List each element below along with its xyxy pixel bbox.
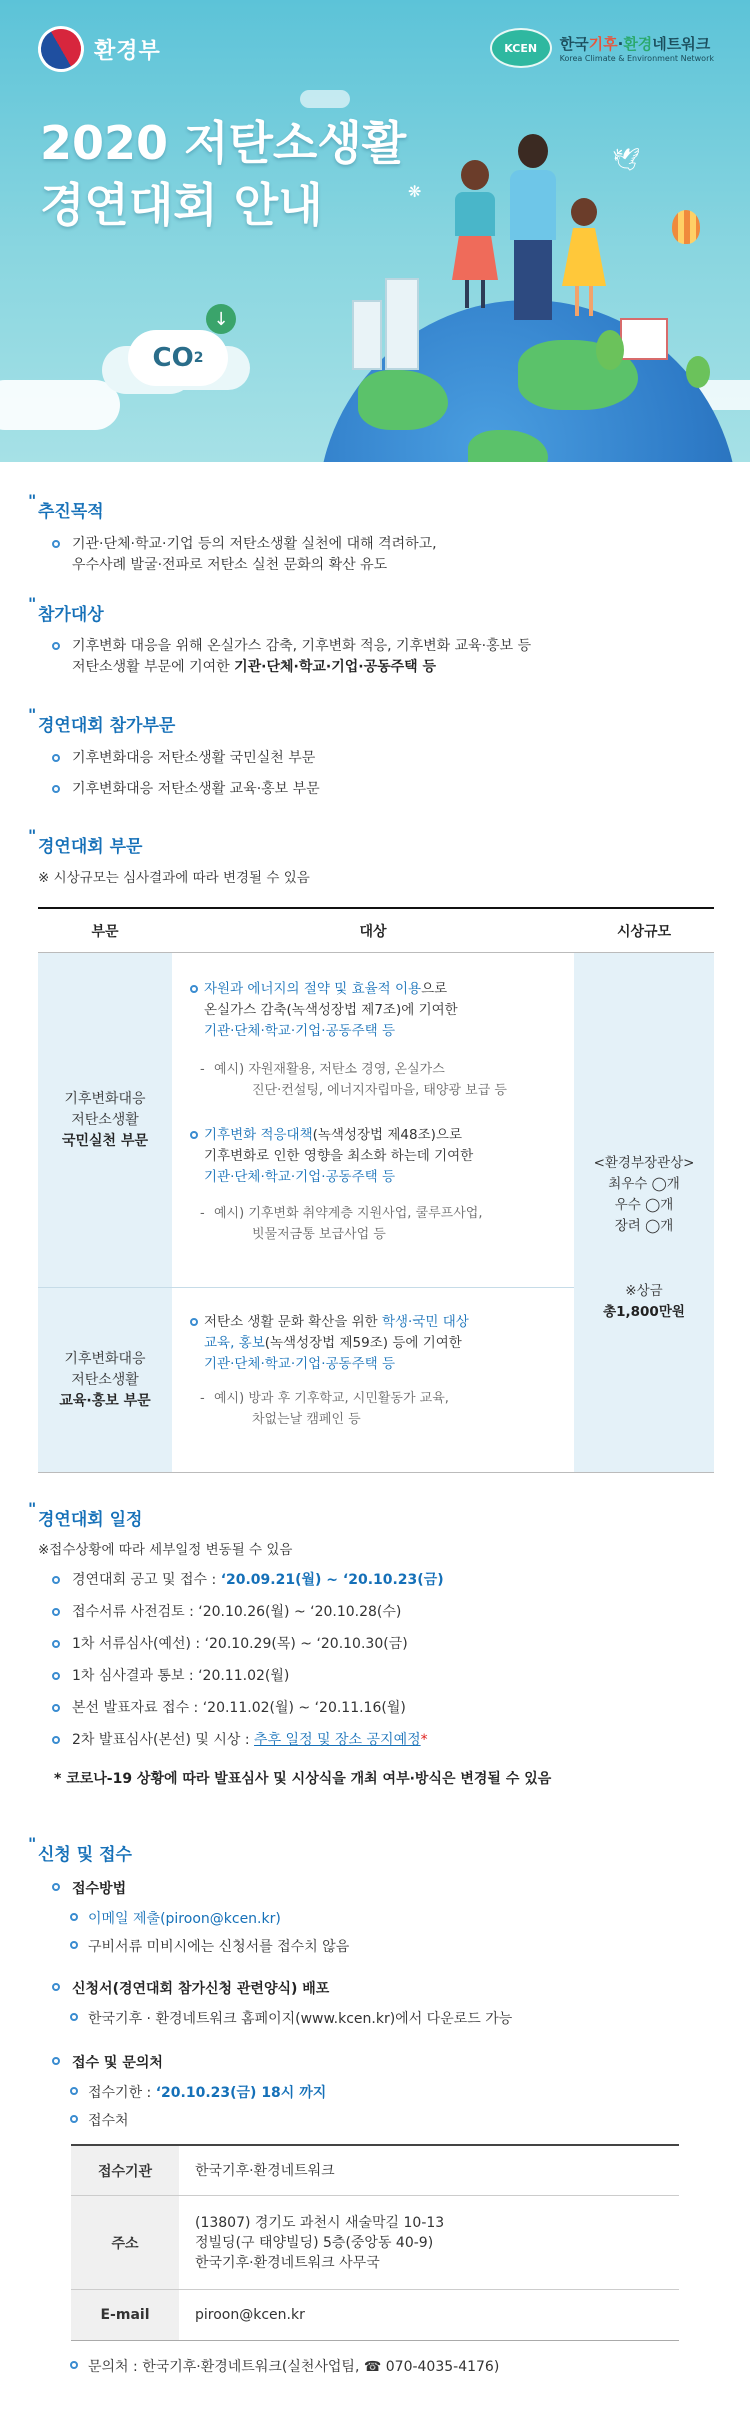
- bullet-icon: [52, 642, 60, 650]
- row-target-public-practice: 자원과 에너지의 절약 및 효율적 이용으로 온실가스 감축(녹색성장법 제7조)에 기여한 기관·단체·학교·기업·공동주택 등 - 예시) 자원재활용, 저탄소 경영, 온실가스 진단·컨설팅, 에너지자립마을, 태양광 보급 등 기후변화 적응대책(녹색성장법 제48조)으로 기후변화로 인한 영향을 최소화 하는데 기여한 기관·단체·학교·기업·공동주택 등 - 예시) 기후변화 취약계층 지원사업, 쿨루프사업, 빗물저금통 보급사업 등: [172, 953, 574, 1288]
- partner-logo: [490, 28, 714, 68]
- table-row: E-mail piroon@kcen.kr: [71, 2290, 679, 2340]
- contact-table: [71, 2144, 679, 2341]
- hero-banner: [0, 0, 750, 462]
- schedule-item: 2차 발표심사(본선) 및 시상 : 추후 일정 및 장소 공지예정*: [52, 1730, 428, 1751]
- hot-air-balloon-icon: [672, 210, 700, 244]
- table-row: 접수기관 한국기후·환경네트워크: [71, 2146, 679, 2196]
- bullet-icon: [52, 540, 60, 548]
- bullet-icon: [52, 1704, 60, 1712]
- col-header-prize: 시상규모: [616, 923, 672, 940]
- schedule-item: 1차 심사결과 통보 : ‘20.11.02(월): [52, 1666, 289, 1687]
- partner-name: 한국기후·환경네트워크: [559, 35, 711, 53]
- bullet-icon: [70, 2361, 78, 2369]
- bird-icon: ❋: [408, 182, 422, 201]
- section-heading-categories: " 경연대회 참가부문: [38, 711, 175, 736]
- schedule-item: 접수서류 사전검토 : ‘20.10.26(월) ~ ‘20.10.28(수): [52, 1602, 401, 1623]
- prize-cell: <환경부장관상> 최우수 ◯개 우수 ◯개 장려 ◯개 ※상금 총1,800만원: [574, 953, 714, 1472]
- form-item: 한국기후 · 환경네트워크 홈페이지(www.kcen.kr)에서 다운로드 가능: [70, 2008, 512, 2028]
- row-target-education: 저탄소 생활 문화 확산을 위한 학생·국민 대상 교육, 홍보(녹색성장법 제59조) 등에 기여한 기관·단체·학교·기업·공동주택 등 - 예시) 방과 후 기후학교, 시민활동가 교육, 차없는날 캠페인 등: [172, 1288, 574, 1472]
- ministry-name: 환경부: [94, 38, 161, 64]
- schedule-item: 본선 발표자료 접수 : ‘20.11.02(월) ~ ‘20.11.16(월): [52, 1698, 406, 1719]
- covid-warning: * 코로나-19 상황에 따라 발표심사 및 시상식을 개최 여부·방식은 변경될 수 있음: [54, 1771, 552, 1787]
- father-figure: [508, 134, 558, 334]
- child-figure: [562, 198, 606, 328]
- tree-icon: [686, 356, 710, 388]
- subheading-form: 신청서(경연대회 참가신청 관련양식) 배포: [52, 1978, 329, 1998]
- arrow-down-icon: ↓: [206, 304, 236, 334]
- ministry-logo: [38, 26, 161, 72]
- page-title: 2020 저탄소생활 경연대회 안내: [40, 116, 407, 232]
- bullet-icon: [52, 1983, 60, 1991]
- bullet-icon: [70, 1913, 78, 1921]
- category-item: 기후변화대응 저탄소생활 국민실천 부문: [52, 748, 315, 769]
- bullet-icon: [70, 2115, 78, 2123]
- subheading-contact: 접수 및 문의처: [52, 2052, 163, 2072]
- office-item: 접수처: [70, 2110, 129, 2130]
- bullet-icon: [52, 1672, 60, 1680]
- section-heading-apply: " 신청 및 접수: [38, 1840, 132, 1865]
- bird-icon: 🕊: [612, 148, 640, 173]
- kcen-emblem-icon: KCEN: [490, 28, 552, 68]
- bullet-icon: [190, 985, 198, 993]
- continent-shape: [358, 370, 448, 430]
- bullet-icon: [52, 1640, 60, 1648]
- table-row: 주소 (13807) 경기도 과천시 새술막길 10-13 정빌딩(구 태양빌딩) 5층(중앙동 40-9) 한국기후·환경네트워크 사무국: [71, 2196, 679, 2290]
- bullet-icon: [52, 2057, 60, 2065]
- building-icon: [352, 300, 382, 370]
- method-item: 이메일 제출(piroon@kcen.kr): [70, 1908, 281, 1928]
- col-header-division: 부문: [91, 923, 119, 940]
- cloud-icon: [0, 380, 120, 430]
- division-note: ※ 시상규모는 심사결과에 따라 변경될 수 있음: [38, 870, 310, 886]
- subheading-method: 접수방법: [52, 1878, 126, 1898]
- cloud-icon: [300, 90, 350, 108]
- bullet-icon: [70, 2013, 78, 2021]
- category-item: 기후변화대응 저탄소생활 교육·홍보 부문: [52, 779, 320, 800]
- col-header-target: 대상: [359, 923, 387, 940]
- division-table: [38, 907, 714, 1473]
- method-item: 구비서류 미비시에는 신청서를 접수치 않음: [70, 1936, 349, 1956]
- taeguk-emblem-icon: [30, 18, 93, 81]
- bullet-icon: [190, 1131, 198, 1139]
- bullet-icon: [70, 2087, 78, 2095]
- purpose-item: 기관·단체·학교·기업 등의 저탄소생활 실천에 대해 격려하고, 우수사례 발굴·전파로 저탄소 실천 문화의 확산 유도: [52, 534, 437, 576]
- row-label-education: 기후변화대응 저탄소생활 교육·홍보 부문: [38, 1288, 172, 1472]
- bullet-icon: [52, 1576, 60, 1584]
- email-link[interactable]: piroon@kcen.kr: [195, 2307, 305, 2323]
- mother-figure: [452, 160, 498, 310]
- bullet-icon: [70, 1941, 78, 1949]
- bullet-icon: [52, 1608, 60, 1616]
- partner-subtitle: Korea Climate & Environment Network: [559, 54, 714, 63]
- bullet-icon: [52, 1736, 60, 1744]
- schedule-note: ※접수상황에 따라 세부일정 변동될 수 있음: [38, 1542, 293, 1558]
- schedule-item: 1차 서류심사(예선) : ‘20.10.29(목) ~ ‘20.10.30(금): [52, 1634, 408, 1655]
- bullet-icon: [52, 785, 60, 793]
- co2-cloud: CO 2: [128, 330, 228, 386]
- target-item: 기후변화 대응을 위해 온실가스 감축, 기후변화 적응, 기후변화 교육·홍보 등 저탄소생활 부문에 기여한 기관·단체·학교·기업·공동주택 등: [52, 636, 531, 678]
- deadline-item: 접수기한 : ‘20.10.23(금) 18시 까지: [70, 2082, 326, 2102]
- bullet-icon: [52, 754, 60, 762]
- section-heading-target: " 참가대상: [38, 600, 104, 625]
- bullet-icon: [52, 1883, 60, 1891]
- building-icon: [385, 278, 419, 370]
- continent-shape: [468, 430, 548, 462]
- table-header-row: [38, 909, 714, 953]
- inquiry-item: 문의처 : 한국기후·환경네트워크(실천사업팀, ☎ 070-4035-4176): [70, 2356, 499, 2376]
- section-heading-purpose: " 추진목적: [38, 497, 104, 522]
- row-label-public-practice: 기후변화대응 저탄소생활 국민실천 부문: [38, 953, 172, 1288]
- section-heading-division: " 경연대회 부문: [38, 832, 142, 857]
- house-icon: [620, 318, 668, 360]
- schedule-item: 경연대회 공고 및 접수 : ‘20.09.21(월) ~ ‘20.10.23(금): [52, 1570, 444, 1591]
- bullet-icon: [190, 1318, 198, 1326]
- tree-icon: [596, 330, 624, 370]
- section-heading-schedule: " 경연대회 일정: [38, 1505, 142, 1530]
